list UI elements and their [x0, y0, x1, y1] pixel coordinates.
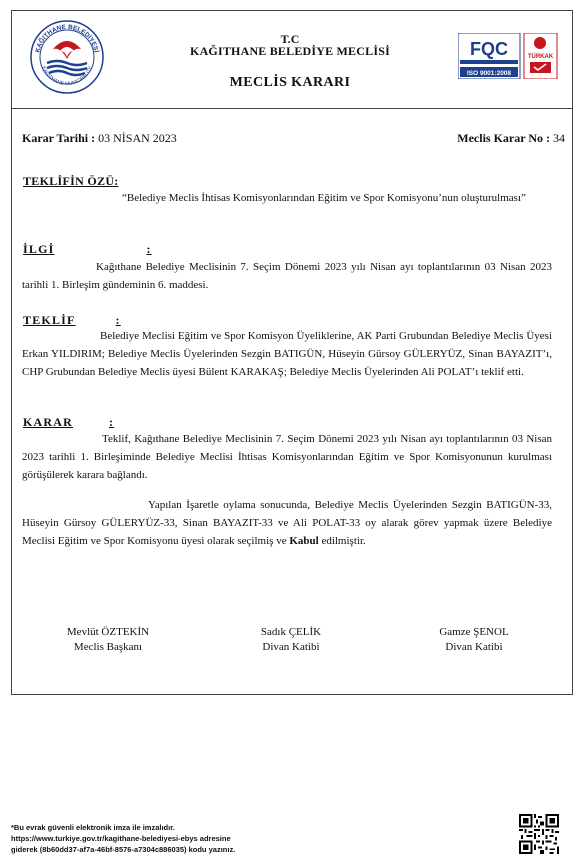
signature-role: Meclis Başkanı: [73, 641, 143, 653]
footer-note: [11, 822, 331, 855]
ilgi-text: Kağıthane Belediye Meclisinin 7. Seçim Dönemi 2023 yılı Nisan ayı toplantılarının 03 Nisan 2023 tarihli 1. Birleşim gündeminin 6. maddesi.: [22, 261, 552, 291]
karar-text-2: [22, 496, 552, 550]
karar-colon: :: [109, 415, 115, 429]
section-heading-karar: [23, 415, 114, 430]
decision-number: [457, 131, 565, 146]
signature-name: Sadık ÇELİK: [260, 626, 322, 638]
qr-code: [519, 814, 559, 854]
signature-block: [394, 625, 554, 655]
turkak-text: TÜRKAK: [527, 54, 554, 60]
fqc-logo-text: FQC: [470, 39, 508, 59]
signature-name: Gamze ŞENOL: [439, 626, 509, 638]
signature-name: Mevlüt ÖZTEKİN: [66, 626, 150, 638]
decision-date-label: Karar Tarihi :: [22, 131, 96, 145]
teklif-text: Belediye Meclisi Eğitim ve Spor Komisyon Üyeliklerine, AK Parti Grubundan Belediye Meclis Üyesi Erkan YILDIRIM; Belediye Meclis Üyelerinden Sezgin BATIGÜN, Hüseyin Gürsoy GÜLERYÜZ, Sinan BAYAZIT’ı, CHP Grubundan Belediye Meclis üyesi Bülent KARAKAŞ; Belediye Meclis Üyelerinden Ali POLAT’ı teklif etti.: [22, 330, 552, 378]
header-divider: [11, 108, 572, 109]
certification-logos: [458, 33, 558, 79]
section-heading-teklif: [23, 313, 121, 328]
decision-number-label: Meclis Karar No :: [457, 131, 550, 145]
signature-role: Divan Katibi: [445, 641, 503, 653]
footer-line-3: giderek (8b60dd37-af7a-46bf-8576-a7304c886035) kodu yazınız.: [11, 845, 236, 854]
ilgi-colon: :: [146, 242, 152, 256]
karar-text-1: Teklif, Kağıthane Belediye Meclisinin 7. Seçim Dönemi 2023 yılı Nisan ayı toplantılarının 03 Nisan 2023 tarihli 1. Birleşiminde Belediye Meclisi İhtisas Komisyonlarından Eğitim ve Spor Komisyonunun kurulması görüşülerek karara bağlandı.: [22, 433, 552, 481]
svg-text:KAĞITHANE MUNICIPALITY: KAĞITHANE MUNICIPALITY: [40, 65, 94, 88]
section-heading-teklifin-ozu: TEKLİFİN ÖZÜ:: [23, 174, 119, 188]
decision-date-value: 03 NİSAN 2023: [98, 131, 177, 145]
signature-block: [211, 625, 371, 655]
footer-line-2[interactable]: https://www.turkiye.gov.tr/kagithane-belediyesi-ebys adresine: [11, 834, 231, 843]
municipality-logo: [29, 19, 105, 95]
signature-block: [28, 625, 188, 655]
decision-number-value: 34: [553, 131, 565, 145]
iso-badge-text: ISO 9001:2008: [466, 70, 512, 77]
decision-date: [22, 131, 177, 146]
svg-text:KAĞITHANE BELEDİYESİ: KAĞITHANE BELEDİYESİ: [34, 23, 100, 54]
ilgi-label: İLGİ: [23, 242, 55, 256]
header-council-name: KAĞITHANE BELEDİYE MECLİSİ: [190, 44, 390, 58]
karar-text-2-main: Yapılan İşaretle oylama sonucunda, Belediye Meclis Üyelerinden Sezgin BATIGÜN-33, Hüseyin Gürsoy GÜLERYÜZ-33, Sinan BAYAZIT-33 ve Ali POLAT-33 oy alarak görev yapmak üzere Belediye Meclisi Eğitim ve Spor Komisyonu üyesi olarak seçilmiş ve: [22, 499, 552, 547]
header-tc: T.C: [280, 32, 300, 46]
teklif-label: TEKLİF: [23, 313, 76, 327]
teklif-colon: :: [115, 313, 121, 327]
signature-role: Divan Katibi: [262, 641, 320, 653]
karar-text-2-end: edilmiştir.: [321, 535, 366, 547]
teklifin-ozu-text: “Belediye Meclis İhtisas Komisyonlarından Eğitim ve Spor Komisyonu’nun oluşturulması”: [122, 192, 526, 204]
footer-line-1: *Bu evrak güvenli elektronik imza ile imzalıdır.: [11, 823, 175, 832]
karar-label: KARAR: [23, 415, 73, 429]
section-heading-ilgi: [23, 242, 152, 257]
header-doc-type: MECLİS KARARI: [229, 75, 351, 90]
karar-kabul: Kabul: [289, 535, 319, 547]
